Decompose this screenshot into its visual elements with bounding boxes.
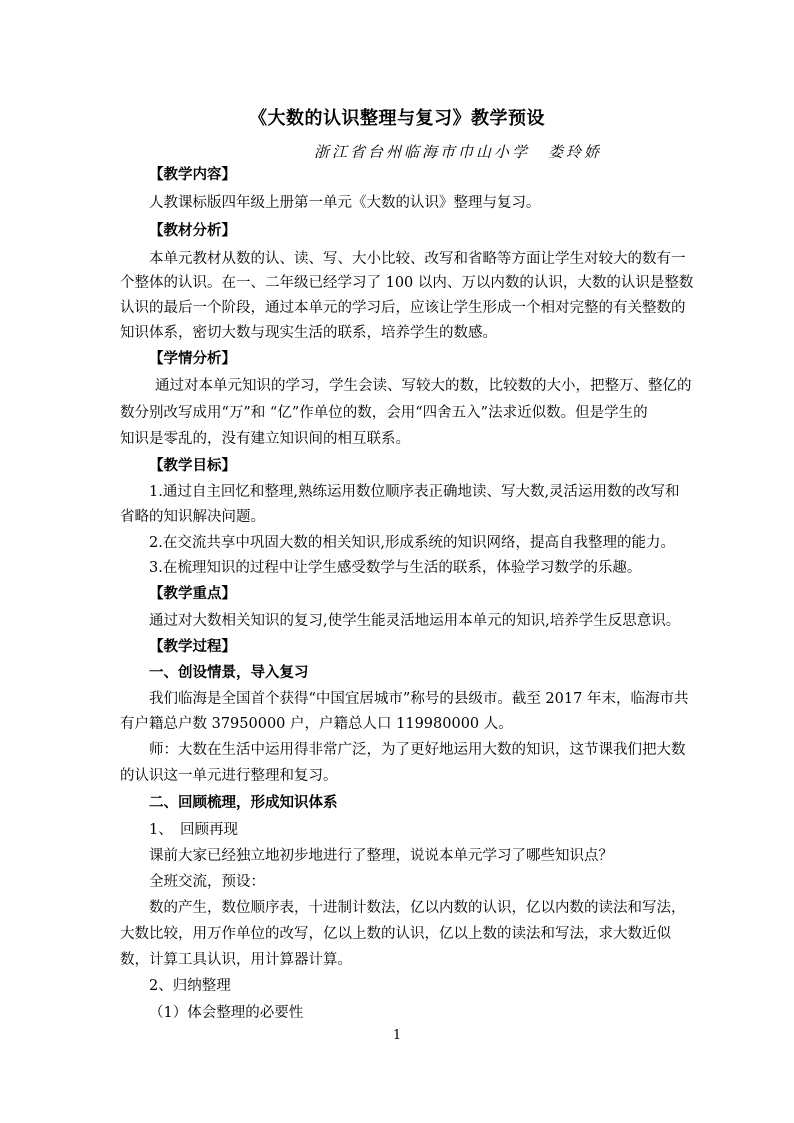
heading-student-analysis: 【学情分析】: [149, 350, 236, 367]
goal-line: 3.在梳理知识的过程中让学生感受数学与生活的联系，体验学习数学的乐趣。: [149, 560, 642, 576]
paragraph-line: 本单元教材从数的认、读、写、大小比较、改写和省略等方面让学生对较大的数有一: [149, 251, 686, 267]
paragraph-line: 我们临海是全国首个获得“中国宜居城市”称号的县级市。截至 2017 年末，临海市共: [149, 691, 689, 707]
heading-teaching-process: 【教学过程】: [149, 638, 236, 655]
paragraph-line: 知识体系，密切大数与现实生活的联系，培养学生的数感。: [120, 325, 497, 341]
paragraph-line: 的认识这一单元进行整理和复习。: [120, 768, 338, 784]
paragraph-line: 通过对本单元知识的学习，学生会读、写较大的数，比较数的大小，把整万、整亿的: [155, 378, 692, 394]
paragraph-line: 数分别改写成用“万”和 “亿”作单位的数，会用“四舍五入”法求近似数。但是学生的: [120, 405, 648, 421]
paragraph-line: 人教课标版四年级上册第一单元《大数的认识》整理与复习。: [149, 195, 541, 211]
heading-teaching-goals: 【教学目标】: [149, 457, 236, 474]
paragraph-line: 数，计算工具认识，用计算器计算。: [120, 952, 352, 968]
paragraph-line: 有户籍总户数 37950000 户，户籍总人口 119980000 人。: [120, 716, 513, 732]
paragraph-line: 知识是零乱的，没有建立知识间的相互联系。: [120, 431, 410, 447]
heading-teaching-content: 【教学内容】: [149, 166, 236, 183]
document-title: 《大数的认识整理与复习》教学预设: [249, 108, 545, 129]
section-heading-2: 二、回顾梳理，形成知识体系: [149, 794, 338, 811]
heading-teaching-focus: 【教学重点】: [149, 585, 236, 602]
paragraph-line: 通过对大数相关知识的复习,使学生能灵活地运用本单元的知识,培养学生反思意识。: [149, 613, 681, 629]
page-number: 1: [392, 1028, 402, 1043]
paragraph-line: 认识的最后一个阶段，通过本单元的学习后，应该让学生形成一个相对完整的有关整数的: [120, 300, 686, 316]
subsection-item: （1）体会整理的必要性: [149, 1005, 304, 1021]
subsection-heading: 2、归纳整理: [149, 978, 231, 994]
subsection-heading: 1、 回顾再现: [149, 822, 238, 838]
paragraph-line: 数的产生，数位顺序表，十进制计数法，亿以内数的认识，亿以内数的读法和写法，: [149, 900, 686, 916]
paragraph-line: 课前大家已经独立地初步地进行了整理，说说本单元学习了哪些知识点？: [149, 848, 613, 864]
section-heading-1: 一、创设情景，导入复习: [149, 664, 309, 681]
paragraph-line: 个整体的认识。在一、二年级已经学习了 100 以内、万以内数的认识，大数的认识是整数: [120, 275, 694, 291]
goal-line: 省略的知识解决问题。: [120, 509, 265, 525]
paragraph-line: 师：大数在生活中运用得非常广泛，为了更好地运用大数的知识，这节课我们把大数: [149, 742, 686, 758]
heading-material-analysis: 【教材分析】: [149, 222, 236, 239]
goal-line: 2.在交流共享中巩固大数的相关知识,形成系统的知识网络，提高自我整理的能力。: [149, 535, 675, 551]
paragraph-line: 大数比较，用万作单位的改写，亿以上数的认识，亿以上数的读法和写法，求大数近似: [120, 926, 671, 942]
goal-line: 1.通过自主回忆和整理,熟练运用数位顺序表正确地读、写大数,灵活运用数的改写和: [149, 484, 680, 500]
author-line: 浙江省台州临海市巾山小学 娄玲娇: [314, 143, 603, 161]
paragraph-line: 全班交流，预设：: [149, 874, 265, 890]
